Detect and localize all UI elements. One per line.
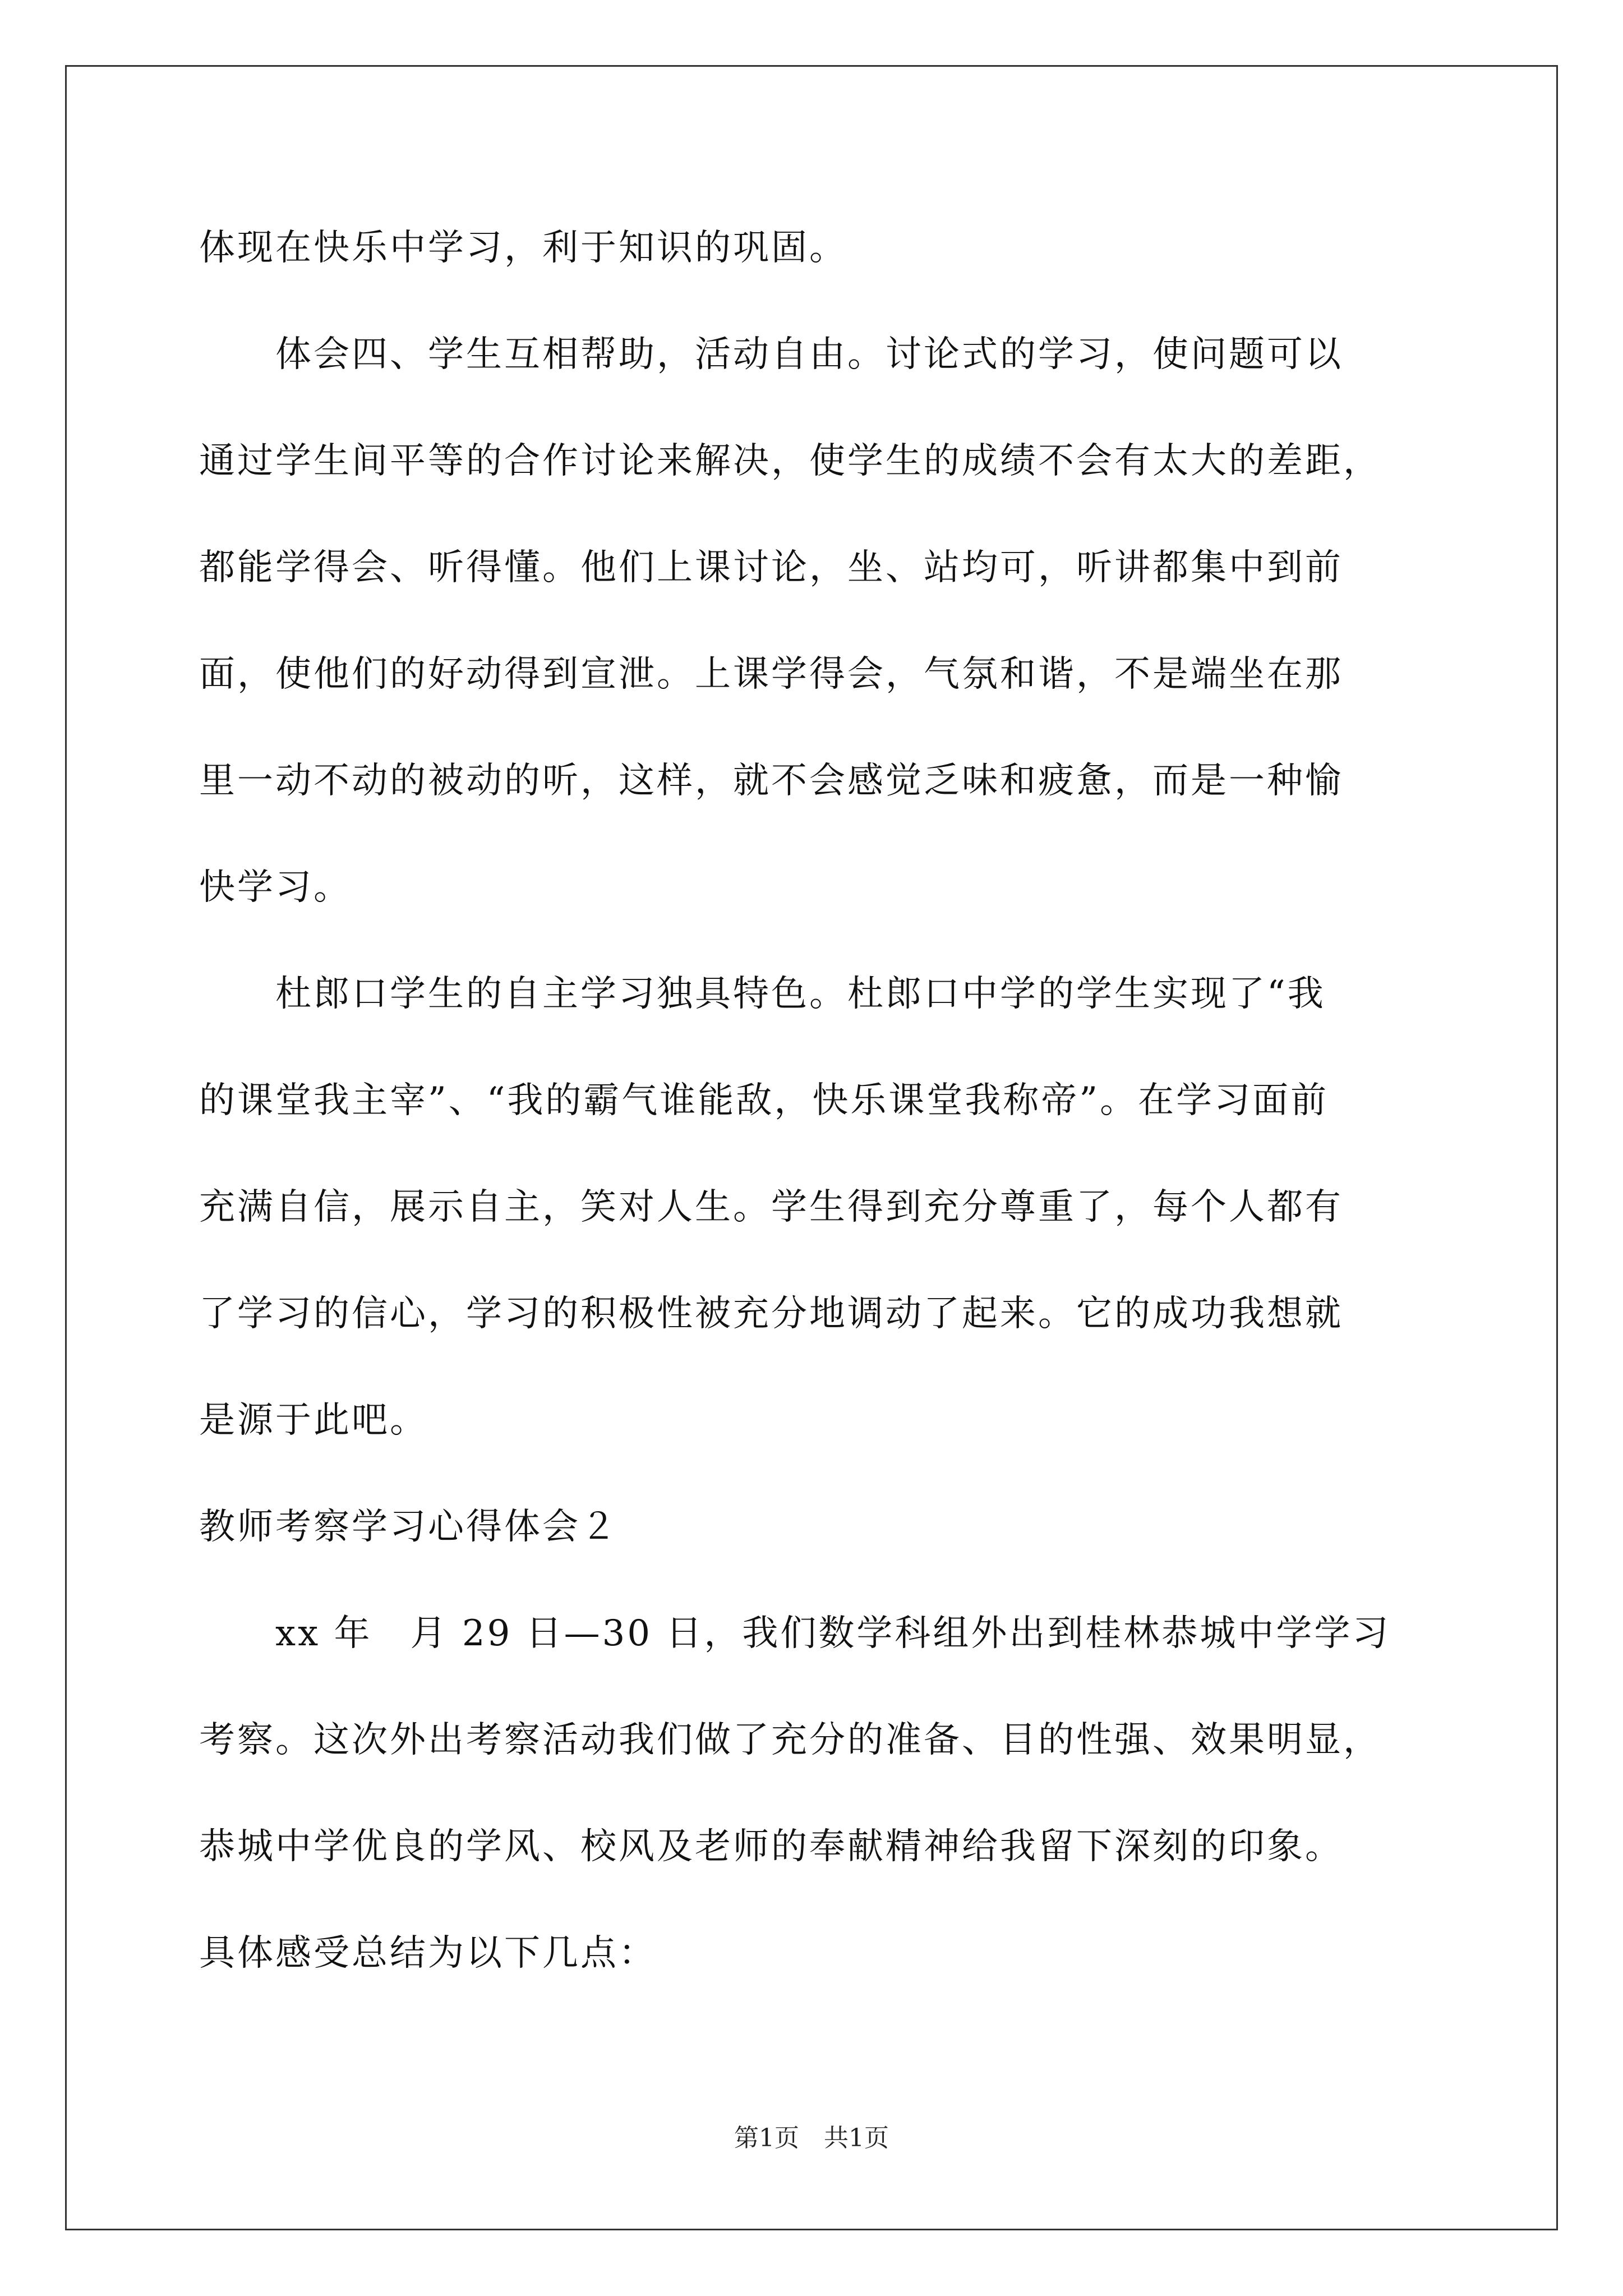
text-line: xx 年 月 29 日—30 日，我们数学科组外出到桂林恭城中学学习 bbox=[199, 1613, 1391, 1654]
text-line: 恭城中学优良的学风、校风及老师的奉献精神给我留下深刻的印象。 bbox=[199, 1826, 1343, 1867]
text-line: 杜郎口学生的自主学习独具特色。杜郎口中学的学生实现了“我 bbox=[199, 973, 1326, 1015]
text-line: 考察。这次外出考察活动我们做了充分的准备、目的性强、效果明显， bbox=[199, 1719, 1381, 1761]
text-line: 充满自信，展示自主，笑对人生。学生得到充分尊重了，每个人都有 bbox=[199, 1186, 1343, 1228]
text-line: 体会四、学生互相帮助，活动自由。讨论式的学习，使问题可以 bbox=[199, 334, 1343, 375]
text-line: 是源于此吧。 bbox=[199, 1400, 428, 1441]
text-line: 快学习。 bbox=[199, 867, 352, 908]
text-line: 面，使他们的好动得到宣泄。上课学得会，气氛和谐，不是端坐在那 bbox=[199, 654, 1343, 695]
text-line: 体现在快乐中学习，利于知识的巩固。 bbox=[199, 227, 847, 269]
text-line: 通过学生间平等的合作讨论来解决，使学生的成绩不会有太大的差距， bbox=[199, 440, 1381, 482]
page-border bbox=[65, 65, 1558, 2230]
page-number-footer: 第1页 共1页 bbox=[734, 2124, 889, 2152]
text-line: 里一动不动的被动的听，这样，就不会感觉乏味和疲惫，而是一种愉 bbox=[199, 760, 1343, 802]
section-heading: 教师考察学习心得体会２ bbox=[199, 1506, 619, 1548]
text-line: 具体感受总结为以下几点： bbox=[199, 1932, 657, 1974]
text-line: 的课堂我主宰”、“我的霸气谁能敌，快乐课堂我称帝”。在学习面前 bbox=[199, 1080, 1329, 1121]
text-line: 都能学得会、听得懂。他们上课讨论，坐、站均可，听讲都集中到前 bbox=[199, 547, 1343, 588]
text-line: 了学习的信心，学习的积极性被充分地调动了起来。它的成功我想就 bbox=[199, 1293, 1343, 1335]
